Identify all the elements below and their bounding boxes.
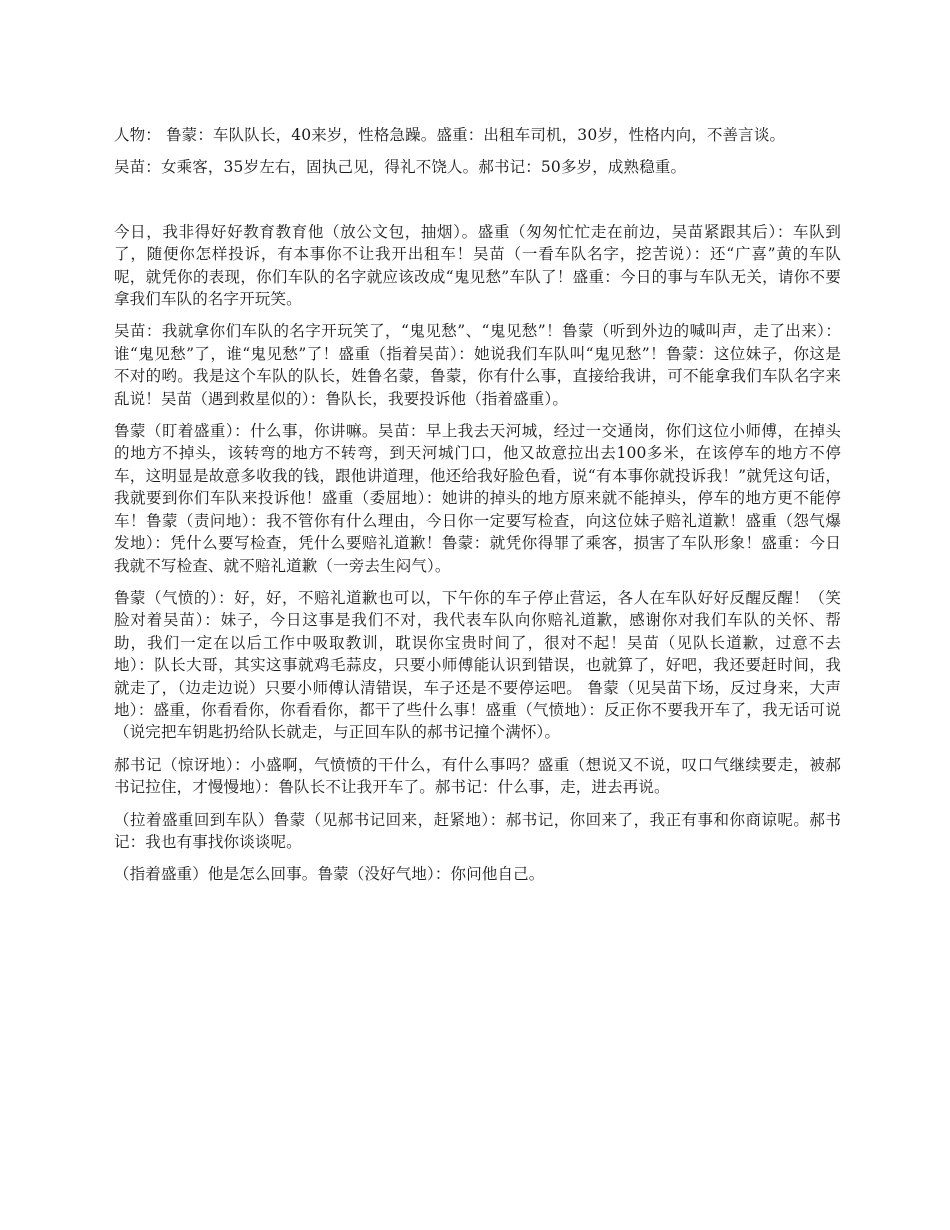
paragraph-characters-2: 吴苗：女乘客，35岁左右，固执己见，得礼不饶人。郝书记：50多岁，成熟稳重。 — [114, 158, 687, 177]
paragraph-dialogue-5: 郝书记（惊讶地）：小盛啊，气愤愤的干什么，有什么事吗？盛重（想说又不说，叹口气继续要走，被郝书记拉住，才慢慢地）：鲁队长不让我开车了。郝书记：什么事，走，进去再说。 — [114, 755, 841, 797]
paragraph-characters-1: 人物： 鲁蒙：车队队长，40来岁，性格急躁。盛重：出租车司机，30岁，性格内向，不善言谈。 — [114, 126, 786, 144]
paragraph-dialogue-1: 今日，我非得好好教育教育他（放公文包，抽烟）。盛重（匆匆忙忙走在前边，吴苗紧跟其后）：车队到了，随便你怎样投诉，有本事你不让我开出租车！吴苗（一看车队名字，挖苦说）：还“广喜”黄的车队呢，就凭你的表现，你们车队的名字就应该改成“鬼见愁”车队了！盛重：今日的事与车队无关，请你不要拿我们车队的名字开玩笑。 — [114, 222, 841, 309]
document-body — [114, 124, 841, 896]
paragraph-dialogue-4: 鲁蒙（气愤的）：好，好，不赔礼道歉也可以，下午你的车子停止营运，各人在车队好好反醒反醒！（笑脸对着吴苗）：妹子，今日这事是我们不对，我代表车队向你赔礼道歉，感谢你对我们车队的关怀、帮助，我们一定在以后工作中吸取教训，耽误你宝贵时间了，很对不起！吴苗（见队长道歉，过意不去地）：队长大哥，其实这事就鸡毛蒜皮，只要小师傅能认识到错误，也就算了，好吧，我还要赶时间，我就走了，（边走边说）只要小师傅认清错误，车子还是不要停运吧。 鲁蒙（见吴苗下场，反过身来，大声地）：盛重，你看看你，你看看你，都干了些什么事！盛重（气愤地）：反正你不要我开车了，我无话可说（说完把车钥匙扔给队长就走，与正回车队的郝书记撞个满怀）。 — [114, 588, 841, 742]
paragraph-dialogue-7: （指着盛重）他是怎么回事。鲁蒙（没好气地）：你问他自己。 — [114, 865, 545, 884]
paragraph-dialogue-3: 鲁蒙（盯着盛重）：什么事，你讲嘛。吴苗：早上我去天河城，经过一交通岗，你们这位小师傅，在掉头的地方不掉头，该转弯的地方不转弯，到天河城门口，他又故意拉出去100多米，在该停车的地方不停车，这明显是故意多收我的钱，跟他讲道理，他还给我好脸色看，说“有本事你就投诉我！”就凭这句话，我就要到你们车队来投诉他！盛重（委屈地）：她讲的掉头的地方原来就不能掉头，停车的地方更不能停车！鲁蒙（责问地）：我不管你有什么理由，今日你一定要写检查，向这位妹子赔礼道歉！盛重（怨气爆发地）：凭什么要写检查，凭什么要赔礼道歉！鲁蒙：就凭你得罪了乘客，损害了车队形象！盛重：今日我就不写检查、就不赔礼道歉（一旁去生闷气）。 — [114, 422, 841, 575]
paragraph-dialogue-2: 吴苗：我就拿你们车队的名字开玩笑了，“鬼见愁”、“鬼见愁”！鲁蒙（听到外边的喊叫声，走了出来）：谁“鬼见愁”了，谁“鬼见愁”了！盛重（指着吴苗）：她说我们车队叫“鬼见愁”！鲁蒙：这位妹子，你这是不对的哟。我是这个车队的队长，姓鲁名蒙，鲁蒙，你有什么事，直接给我讲，可不能拿我们车队名字来乱说！吴苗（遇到救星似的）：鲁队长，我要投诉他（指着盛重）。 — [114, 322, 841, 408]
paragraph-dialogue-6: （拉着盛重回到车队）鲁蒙（见郝书记回来，赶紧地）：郝书记，你回来了，我正有事和你商谅呢。郝书记：我也有事找你谈谈呢。 — [114, 810, 841, 851]
